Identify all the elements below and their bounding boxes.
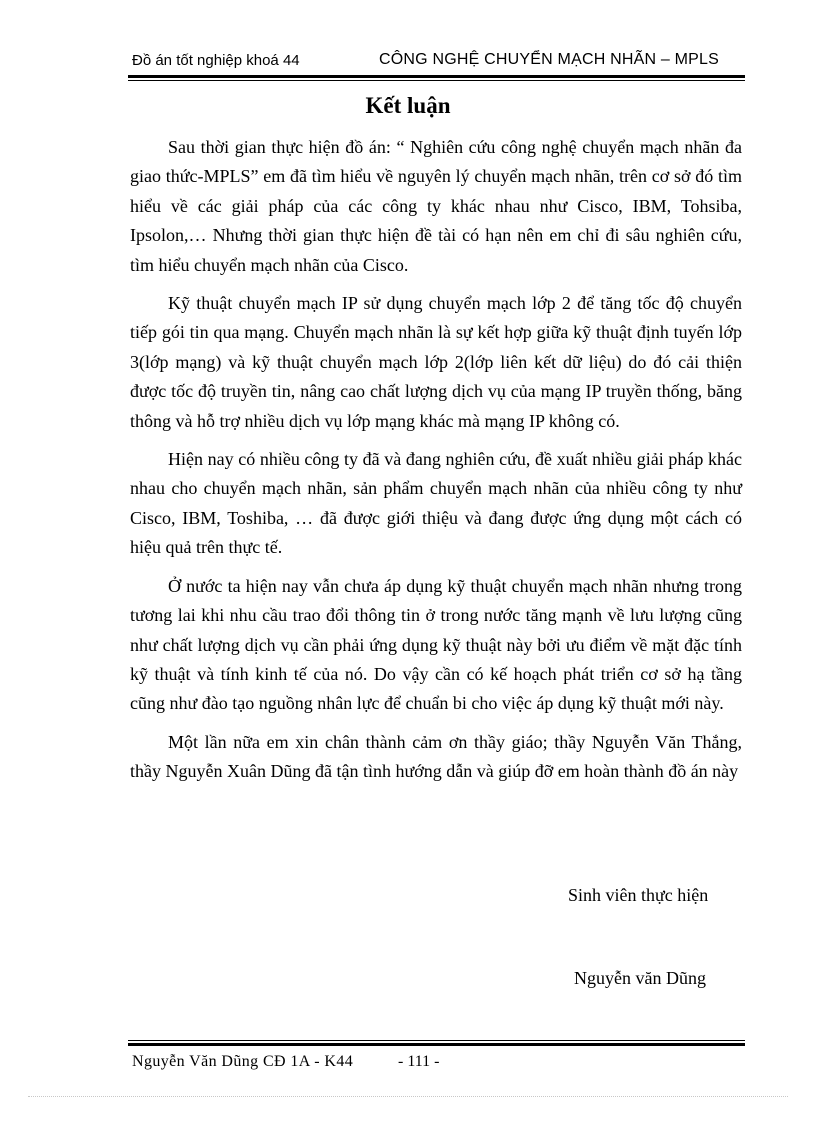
header-thesis-label: Đồ án tốt nghiệp khoá 44 — [132, 52, 300, 69]
header-topic-title: CÔNG NGHỆ CHUYỂN MẠCH NHÃN – MPLS — [379, 51, 719, 68]
paragraph-4: Ở nước ta hiện nay vẫn chưa áp dụng kỹ thuật chuyển mạch nhãn nhưng trong tương lai khi nhu cầu trao đổi thông tin ở trong nước tăng mạnh về lưu lượng cũng như chất lượng dịch vụ cần phải ứng dụng kỹ thuật này bởi ưu điểm về mặt đặc tính kỹ thuật và tính kinh tế của nó. Do vậy cần có kế hoạch phát triển cơ sở hạ tầng cũng như đào tạo nguồng nhân lực để chuẩn bi cho việc áp dụng kỹ thuật mới này. — [130, 575, 742, 714]
header-rule-thin — [128, 80, 745, 81]
conclusion-body — [130, 133, 742, 796]
page-header — [128, 50, 745, 76]
signature-role: Sinh viên thực hiện — [568, 885, 709, 905]
header-rule-thick — [128, 75, 745, 78]
paragraph-5: Một lần nữa em xin chân thành cảm ơn thầy giáo; thầy Nguyễn Văn Thắng, thầy Nguyễn Xuân Dũng đã tận tình hướng dẫn và giúp đỡ em hoàn thành đồ án này — [130, 731, 742, 782]
paragraph-2: Kỹ thuật chuyển mạch IP sử dụng chuyển mạch lớp 2 để tăng tốc độ chuyển tiếp gói tin qua mạng. Chuyển mạch nhãn là sự kết hợp giữa kỹ thuật định tuyến lớp 3(lớp mạng) và kỹ thuật chuyển mạch lớp 2(lớp liên kết dữ liệu) do đó cải thiện được tốc độ truyền tin, nâng cao chất lượng dịch vụ của mạng IP truyền thống, băng thông và hỗ trợ nhiều dịch vụ lớp mạng khác mà mạng IP không có. — [130, 293, 742, 431]
paragraph-1: Sau thời gian thực hiện đồ án: “ Nghiên cứu công nghệ chuyển mạch nhãn đa giao thức-MPLS” em đã tìm hiểu về nguyên lý chuyển mạch nhãn, trên cơ sở đó tìm hiểu về các giải pháp của các công ty khác nhau như Cisco, IBM, Tohsiba, Ipsolon,… Nhưng thời gian thực hiện đề tài có hạn nên em chỉ đi sâu nghiên cứu, tìm hiểu chuyển mạch nhãn của Cisco. — [130, 137, 742, 275]
footer-rule-thin — [128, 1040, 745, 1041]
page-number: - 111 - — [398, 1053, 440, 1070]
page-edge-divider — [28, 1096, 788, 1097]
paragraph-3: Hiện nay có nhiều công ty đã và đang nghiên cứu, đề xuất nhiều giải pháp khác nhau cho chuyển mạch nhãn, sản phẩm chuyển mạch nhãn của nhiều công ty như Cisco, IBM, Toshiba, … đã được giới thiệu và đang được ứng dụng một cách có hiệu quả trên thực tế. — [130, 449, 742, 558]
section-title: Kết luận — [365, 93, 451, 118]
footer-author: Nguyễn Văn Dũng CĐ 1A - K44 — [132, 1053, 354, 1070]
footer-rule-thick — [128, 1043, 745, 1046]
signature-name: Nguyễn văn Dũng — [574, 968, 706, 988]
